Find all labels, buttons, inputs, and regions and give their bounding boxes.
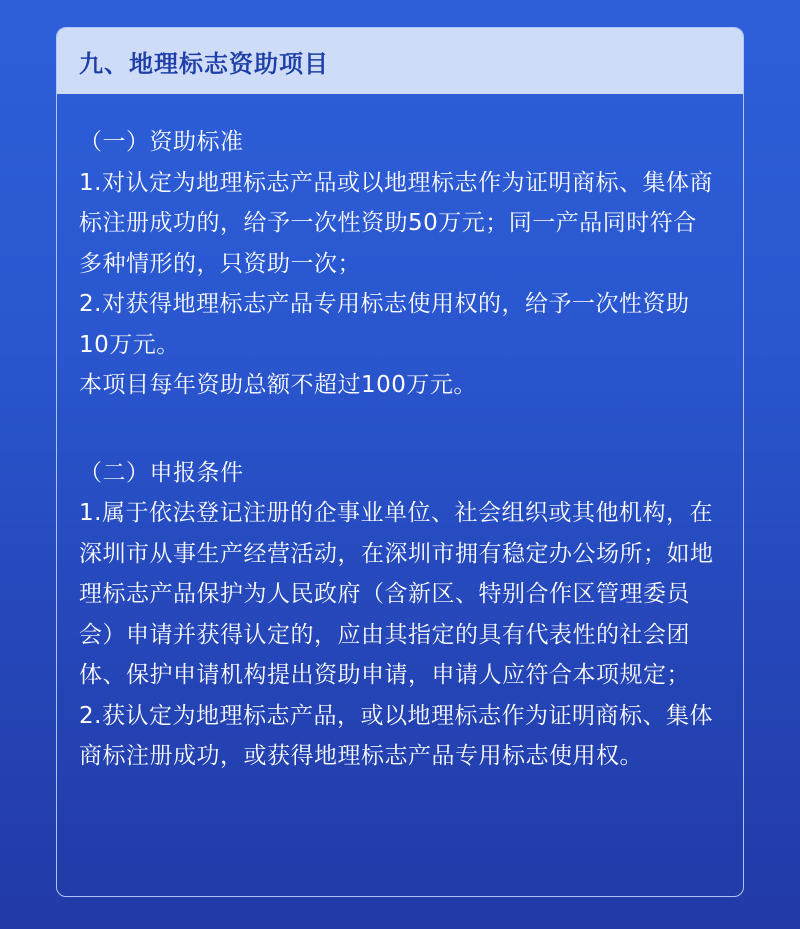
funding-standard-item-2: 2.对获得地理标志产品专用标志使用权的，给予一次性资助10万元。 — [79, 291, 690, 358]
funding-standard-total-limit: 本项目每年资助总额不超过100万元。 — [79, 372, 477, 398]
section-heading-funding-standard: （一）资助标准 — [79, 129, 244, 155]
funding-standard-item-1: 1.对认定为地理标志产品或以地理标志作为证明商标、集体商标注册成功的，给予一次性资助50万元；同一产品同时符合多种情形的，只资助一次； — [79, 169, 713, 277]
section-spacer — [79, 406, 719, 453]
application-condition-item-2: 2.获认定为地理标志产品，或以地理标志作为证明商标、集体商标注册成功，或获得地理标志产品专用标志使用权。 — [79, 702, 713, 769]
card-header — [57, 28, 743, 94]
application-condition-item-1: 1.属于依法登记注册的企事业单位、社会组织或其他机构，在深圳市从事生产经营活动，在深圳市拥有稳定办公场所；如地理标志产品保护为人民政府（含新区、特别合作区管理委员会）申请并获得认定的，应由其指定的具有代表性的社会团体、保护申请机构提出资助申请，申请人应符合本项规定； — [79, 500, 714, 688]
section-heading-application-conditions: （二）申报条件 — [79, 459, 244, 486]
content-card — [56, 27, 744, 897]
card-body — [57, 94, 743, 777]
card-title: 九、地理标志资助项目 — [79, 49, 329, 78]
